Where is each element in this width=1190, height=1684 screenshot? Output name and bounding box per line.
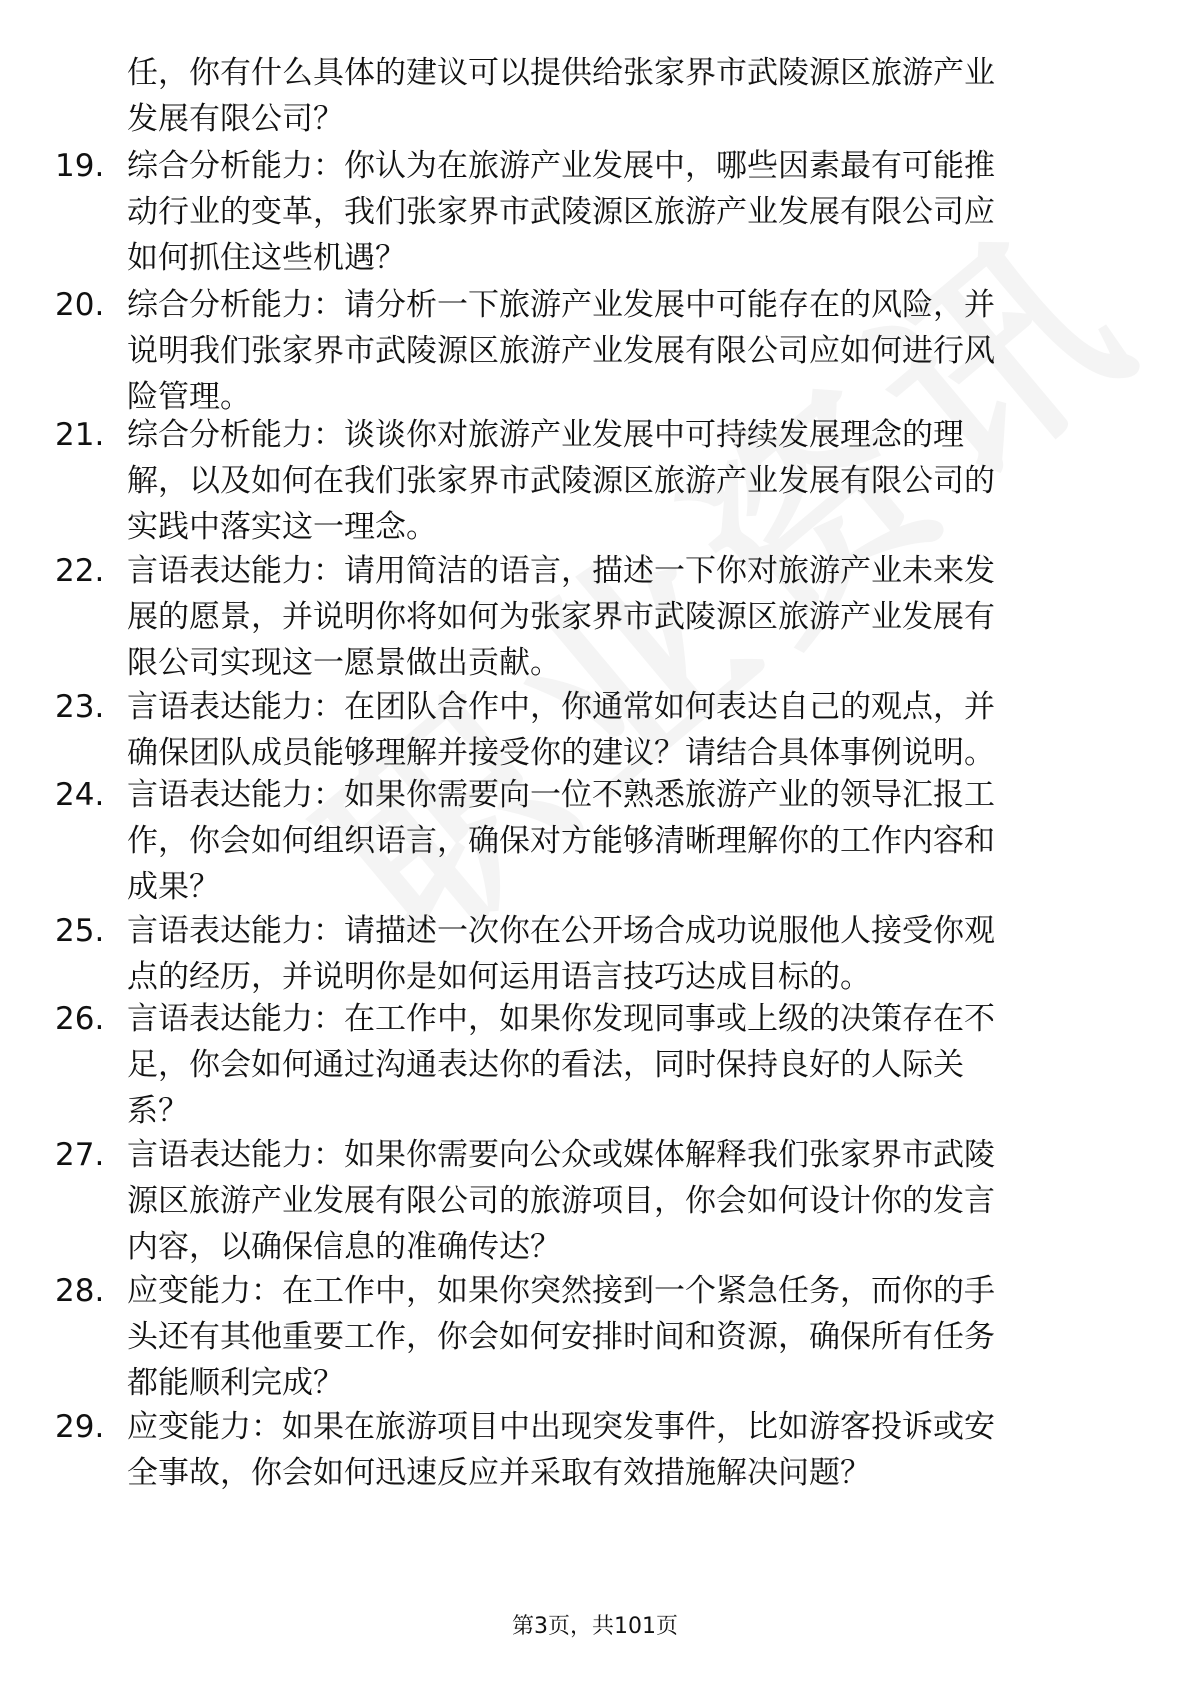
- text-line: 全事故，你会如何迅速反应并采取有效措施解决问题？: [127, 1455, 871, 1491]
- question-text: [127, 282, 1117, 420]
- question-text: [127, 548, 1117, 686]
- text-line: 实践中落实这一理念。: [127, 509, 437, 545]
- question-number: 21.: [55, 417, 105, 453]
- text-line: 确保团队成员能够理解并接受你的建议？请结合具体事例说明。: [127, 735, 995, 771]
- question-number: 25.: [55, 913, 105, 949]
- text-line: 综合分析能力：请分析一下旅游产业发展中可能存在的风险，并: [127, 287, 995, 323]
- text-line: 限公司实现这一愿景做出贡献。: [127, 645, 561, 681]
- text-line: 作，你会如何组织语言，确保对方能够清晰理解你的工作内容和: [127, 823, 995, 859]
- question-text: [127, 684, 1117, 776]
- question-text: [127, 143, 1117, 281]
- text-line: 综合分析能力：谈谈你对旅游产业发展中可持续发展理念的理: [127, 417, 964, 453]
- text-line: 展的愿景，并说明你将如何为张家界市武陵源区旅游产业发展有: [127, 599, 995, 635]
- text-line: 动行业的变革，我们张家界市武陵源区旅游产业发展有限公司应: [127, 194, 995, 230]
- text-line: 系？: [127, 1093, 189, 1129]
- question-number: 28.: [55, 1273, 105, 1309]
- text-line: 成果？: [127, 869, 220, 905]
- text-line: 言语表达能力：请用简洁的语言，描述一下你对旅游产业未来发: [127, 553, 995, 589]
- question-number: 19.: [55, 148, 105, 184]
- text-line: 点的经历，并说明你是如何运用语言技巧达成目标的。: [127, 959, 871, 995]
- page-number: 第3页，共101页: [512, 1614, 678, 1639]
- question-number: 20.: [55, 287, 105, 323]
- text-line: 源区旅游产业发展有限公司的旅游项目，你会如何设计你的发言: [127, 1183, 995, 1219]
- text-line: 内容，以确保信息的准确传达？: [127, 1229, 561, 1265]
- text-line: 说明我们张家界市武陵源区旅游产业发展有限公司应如何进行风: [127, 333, 995, 369]
- text-line: 言语表达能力：如果你需要向一位不熟悉旅游产业的领导汇报工: [127, 777, 995, 813]
- text-line: 解，以及如何在我们张家界市武陵源区旅游产业发展有限公司的: [127, 463, 995, 499]
- text-line: 言语表达能力：在团队合作中，你通常如何表达自己的观点，并: [127, 689, 995, 725]
- text-line: 任，你有什么具体的建议可以提供给张家界市武陵源区旅游产业: [127, 55, 995, 91]
- continuation-text: [127, 50, 1117, 142]
- text-line: 足，你会如何通过沟通表达你的看法，同时保持良好的人际关: [127, 1047, 964, 1083]
- question-text: [127, 1268, 1117, 1406]
- question-text: [127, 996, 1117, 1134]
- question-number: 22.: [55, 553, 105, 589]
- question-number: 29.: [55, 1409, 105, 1445]
- question-number: 27.: [55, 1137, 105, 1173]
- text-line: 都能顺利完成？: [127, 1365, 344, 1401]
- text-line: 应变能力：如果在旅游项目中出现突发事件，比如游客投诉或安: [127, 1409, 995, 1445]
- question-number: 26.: [55, 1001, 105, 1037]
- question-text: [127, 412, 1117, 550]
- text-line: 言语表达能力：在工作中，如果你发现同事或上级的决策存在不: [127, 1001, 995, 1037]
- question-number: 24.: [55, 777, 105, 813]
- text-line: 险管理。: [127, 379, 251, 415]
- page-footer: [0, 1612, 1190, 1642]
- text-line: 发展有限公司？: [127, 101, 344, 137]
- text-line: 应变能力：在工作中，如果你突然接到一个紧急任务，而你的手: [127, 1273, 995, 1309]
- question-text: [127, 772, 1117, 910]
- question-text: [127, 908, 1117, 1000]
- text-line: 言语表达能力：如果你需要向公众或媒体解释我们张家界市武陵: [127, 1137, 995, 1173]
- text-line: 如何抓住这些机遇？: [127, 240, 406, 276]
- text-line: 言语表达能力：请描述一次你在公开场合成功说服他人接受你观: [127, 913, 995, 949]
- text-line: 头还有其他重要工作，你会如何安排时间和资源，确保所有任务: [127, 1319, 995, 1355]
- question-number: 23.: [55, 689, 105, 725]
- text-line: 综合分析能力：你认为在旅游产业发展中，哪些因素最有可能推: [127, 148, 995, 184]
- question-text: [127, 1404, 1117, 1496]
- question-text: [127, 1132, 1117, 1270]
